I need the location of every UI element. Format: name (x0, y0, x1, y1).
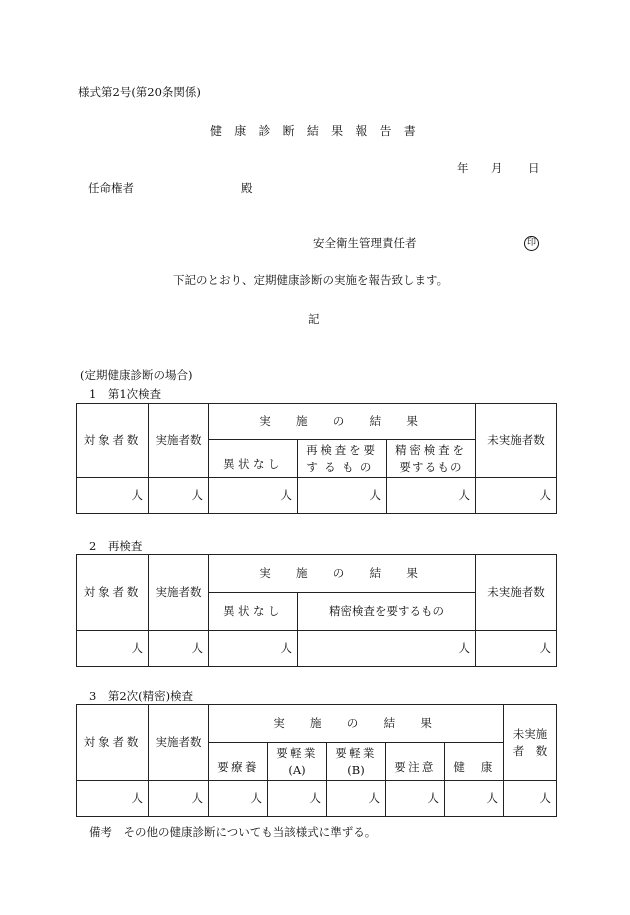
section2-table (76, 554, 557, 667)
s3-cell-lightB: 人 (327, 781, 386, 817)
section1-title: 1 第1次検査 (89, 387, 162, 401)
s3-header-notdone-line2: 者 数 (512, 743, 548, 758)
s3-header-lightA (268, 743, 327, 781)
section3-title: 3 第2次(精密)検査 (89, 689, 194, 703)
s1-cell-none: 人 (209, 478, 298, 514)
intro-text: 下記のとおり、定期健康診断の実施を報告致します。 (173, 273, 449, 287)
s3-header-done: 実施者数 (149, 705, 209, 781)
s1-header-result: 実 施 の 結 果 (209, 404, 476, 440)
s3-cell-done: 人 (149, 781, 209, 817)
scope-note: (定期健康診断の場合) (80, 368, 193, 382)
document-title: 健 康 診 断 結 果 報 告 書 (210, 124, 420, 138)
s1-header-recheck-line2: するもの (306, 459, 378, 474)
s2-cell-done: 人 (149, 631, 209, 667)
s3-header-target: 対象者数 (77, 705, 149, 781)
s1-cell-done: 人 (149, 478, 209, 514)
s1-header-detail-line1: 精密検査を (395, 442, 467, 457)
s1-header-recheck (298, 440, 387, 478)
form-number: 様式第2号(第20条関係) (78, 85, 201, 99)
s3-header-lightB-line2: (B) (347, 762, 365, 777)
s3-cell-notdone: 人 (504, 781, 557, 817)
s3-cell-target: 人 (77, 781, 149, 817)
section1-table (76, 403, 557, 514)
s1-cell-recheck: 人 (298, 478, 387, 514)
s3-header-care: 要療養 (209, 743, 268, 781)
s3-header-lightB (327, 743, 386, 781)
s3-cell-lightA: 人 (268, 781, 327, 817)
honorific: 殿 (241, 181, 253, 195)
s2-cell-none: 人 (209, 631, 298, 667)
date-month: 月 (491, 161, 503, 175)
remarks: 備考 その他の健康診断についても当該様式に準ずる。 (89, 825, 377, 839)
date-day: 日 (528, 161, 540, 175)
s1-cell-detail: 人 (387, 478, 476, 514)
s2-header-result: 実 施 の 結 果 (209, 555, 476, 593)
s2-cell-detail: 人 (298, 631, 476, 667)
seal-text: 印 (524, 236, 539, 251)
s1-header-notdone: 未実施者数 (476, 404, 557, 478)
reporter-title: 安全衛生管理責任者 (313, 236, 417, 250)
s2-cell-notdone: 人 (476, 631, 557, 667)
s3-header-healthy: 健 康 (445, 743, 504, 781)
section3-table (76, 704, 557, 817)
s1-header-target: 対象者数 (77, 404, 149, 478)
s2-cell-target: 人 (77, 631, 149, 667)
s3-header-lightA-line2: (A) (288, 762, 306, 777)
s3-header-notdone-line1: 未実施 (512, 726, 548, 741)
s3-header-lightA-line1: 要軽業 (276, 745, 318, 760)
date-year: 年 (457, 161, 469, 175)
s1-header-none: 異状なし (209, 440, 298, 478)
s1-cell-target: 人 (77, 478, 149, 514)
s2-header-notdone: 未実施者数 (476, 555, 557, 631)
section2-title: 2 再検査 (89, 539, 143, 553)
s1-header-recheck-line1: 再検査を要 (306, 442, 378, 457)
s1-header-detail-line2: 要するもの (399, 459, 463, 474)
s1-cell-notdone: 人 (476, 478, 557, 514)
s3-header-notdone (504, 705, 557, 781)
s3-cell-healthy: 人 (445, 781, 504, 817)
s3-cell-caution: 人 (386, 781, 445, 817)
addressee: 任命権者 (88, 181, 134, 195)
s3-header-lightB-line1: 要軽業 (335, 745, 377, 760)
s3-header-result: 実 施 の 結 果 (209, 705, 504, 743)
s2-header-target: 対象者数 (77, 555, 149, 631)
ki-marker: 記 (308, 312, 320, 326)
s3-header-caution: 要注意 (386, 743, 445, 781)
s2-header-none: 異状なし (209, 593, 298, 631)
s2-header-done: 実施者数 (149, 555, 209, 631)
s1-header-detail (387, 440, 476, 478)
s2-header-detail: 精密検査を要するもの (298, 593, 476, 631)
s3-cell-care: 人 (209, 781, 268, 817)
seal-mark (524, 234, 539, 251)
s1-header-done: 実施者数 (149, 404, 209, 478)
